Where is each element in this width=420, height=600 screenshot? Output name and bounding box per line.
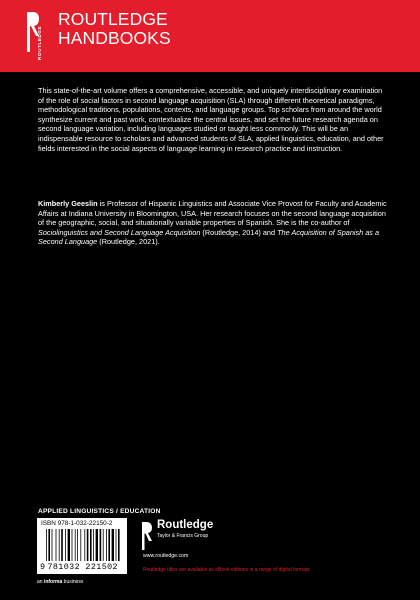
bio-text-2: (Routledge, 2014) and bbox=[200, 227, 278, 237]
isbn-label: ISBN 978-1-032-22150-2 bbox=[41, 520, 113, 527]
author-bio bbox=[38, 199, 390, 247]
publisher-logo-icon bbox=[141, 521, 153, 551]
barcode-number bbox=[40, 562, 118, 572]
series-name-line1: ROUTLEDGE bbox=[58, 9, 168, 29]
subject-category: APPLIED LINGUISTICS / EDUCATION bbox=[38, 508, 161, 515]
series-name bbox=[58, 10, 171, 48]
series-name-line2: HANDBOOKS bbox=[58, 28, 171, 48]
informa-name: informa bbox=[43, 579, 63, 585]
barcode-first-digit: 9 bbox=[40, 562, 46, 572]
book-description: This state-of-the-art volume offers a comprehensive, accessible, and uniquely interdisciplinary examination of the role of social factors in second language acquisition (SLA) through different theoretical paradigms, methodological traditions, populations, contexts, and language groups. Top scholars from around the world synthesize current and past work, contextualize the central issues, and set the future research agenda on second language variation, including languages studied or taught less commonly. This will be an indispensable resource to scholars and advanced students of SLA, applied linguistics, education, and other fields interested in the social aspects of language learning in research practice and instruction. bbox=[38, 86, 384, 153]
barcode-digits: 781032 221502 bbox=[47, 562, 118, 572]
informa-post: business bbox=[62, 579, 84, 585]
publisher-url[interactable]: www.routledge.com bbox=[143, 553, 189, 559]
publisher-group: Taylor & Francis Group bbox=[157, 533, 209, 539]
isbn-barcode bbox=[37, 518, 127, 574]
routledge-logo-icon bbox=[25, 8, 45, 61]
barcode-icon bbox=[46, 529, 124, 561]
bio-text-3: (Routledge, 2021). bbox=[97, 237, 160, 247]
bio-text-1: is Professor of Hispanic Linguistics and Associate Vice Provost for Faculty and Academic Affairs at Indiana University in Bloomington, USA. Her research focuses on the second language acquisition of the geographic, social, and situationally variable properties of Spanish. She is the co-author of bbox=[38, 199, 387, 228]
series-logo-text: ROUTLEDGE bbox=[37, 25, 42, 60]
ebook-note: Routledge titles are available as eBook editions in a range of digital formats bbox=[143, 567, 310, 573]
bio-book-title-1: Sociolinguistics and Second Language Acquisition bbox=[38, 227, 201, 237]
informa-business bbox=[37, 579, 83, 585]
publisher-name: Routledge bbox=[157, 519, 214, 531]
series-banner bbox=[0, 0, 420, 72]
author-name: Kimberly Geeslin bbox=[38, 199, 98, 208]
bio-book-title-2: The Acquisition of Spanish as a Second Language bbox=[38, 227, 380, 247]
informa-pre: an bbox=[37, 579, 44, 585]
